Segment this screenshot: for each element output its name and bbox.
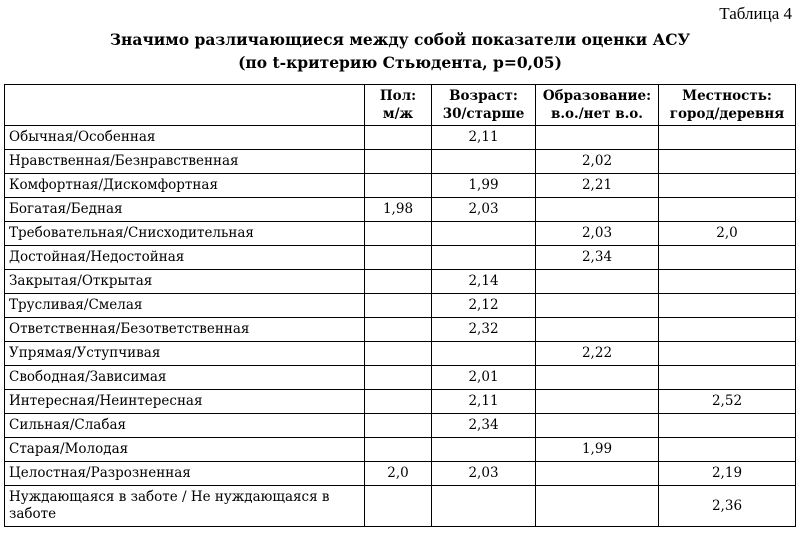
value-cell-age: 2,03 (432, 462, 536, 486)
header-sublabel: м/ж (382, 106, 414, 122)
table-row (5, 438, 796, 462)
value-cell-age: 2,11 (432, 390, 536, 414)
header-label: Местность: (682, 88, 772, 104)
indicator-name-cell: Трусливая/Смелая (5, 294, 365, 318)
value-cell-gender (365, 366, 432, 390)
table-row (5, 174, 796, 198)
table-row (5, 198, 796, 222)
table-row (5, 270, 796, 294)
value-cell-education (536, 462, 659, 486)
table-row (5, 486, 796, 527)
value-cell-education (536, 198, 659, 222)
indicator-name-cell: Богатая/Бедная (5, 198, 365, 222)
header-label: Возраст: (449, 88, 518, 104)
value-cell-locality: 2,19 (659, 462, 796, 486)
value-cell-locality (659, 270, 796, 294)
value-cell-locality (659, 342, 796, 366)
table-row (5, 126, 796, 150)
value-cell-gender (365, 414, 432, 438)
value-cell-age: 1,99 (432, 174, 536, 198)
table-row (5, 294, 796, 318)
value-cell-education (536, 366, 659, 390)
table-title: Значимо различающиеся между собой показатели оценки АСУ (109, 30, 691, 49)
value-cell-gender: 2,0 (365, 462, 432, 486)
value-cell-age: 2,11 (432, 126, 536, 150)
indicator-name-cell: Достойная/Недостойная (5, 246, 365, 270)
value-cell-locality (659, 174, 796, 198)
value-cell-education (536, 294, 659, 318)
value-cell-age: 2,12 (432, 294, 536, 318)
value-cell-gender (365, 438, 432, 462)
header-cell-age (432, 85, 536, 126)
table-row (5, 246, 796, 270)
header-cell-locality (659, 85, 796, 126)
indicator-name-cell: Требовательная/Снисходительная (5, 222, 365, 246)
indicator-name-cell: Комфортная/Дискомфортная (5, 174, 365, 198)
value-cell-locality (659, 198, 796, 222)
indicator-name-cell: Нравственная/Безнравственная (5, 150, 365, 174)
value-cell-locality (659, 318, 796, 342)
value-cell-education: 2,22 (536, 342, 659, 366)
value-cell-locality: 2,52 (659, 390, 796, 414)
value-cell-age (432, 246, 536, 270)
table-label: Таблица 4 (719, 4, 792, 23)
value-cell-education (536, 270, 659, 294)
table-row (5, 366, 796, 390)
indicator-name-cell: Интересная/Неинтересная (5, 390, 365, 414)
value-cell-gender (365, 318, 432, 342)
indicator-name-cell: Свободная/Зависимая (5, 366, 365, 390)
value-cell-locality (659, 414, 796, 438)
value-cell-locality (659, 438, 796, 462)
header-sublabel: город/деревня (669, 106, 785, 122)
header-cell-indicator (5, 85, 365, 126)
value-cell-age: 2,01 (432, 366, 536, 390)
indicator-name-cell: Нуждающаяся в заботе / Не нуждающаяся в заботе (5, 486, 365, 527)
header-label: Образование: (542, 88, 652, 104)
value-cell-locality (659, 294, 796, 318)
indicator-name-cell: Сильная/Слабая (5, 414, 365, 438)
table-subtitle: (по t-критерию Стьюдента, p=0,05) (238, 53, 562, 72)
header-cell-gender (365, 85, 432, 126)
indicator-name-cell: Обычная/Особенная (5, 126, 365, 150)
table-row (5, 222, 796, 246)
value-cell-education (536, 126, 659, 150)
header-row (5, 85, 796, 126)
value-cell-gender (365, 126, 432, 150)
value-cell-gender (365, 150, 432, 174)
value-cell-locality (659, 246, 796, 270)
value-cell-age (432, 438, 536, 462)
value-cell-gender (365, 390, 432, 414)
table-row (5, 390, 796, 414)
value-cell-education: 2,03 (536, 222, 659, 246)
value-cell-age: 2,14 (432, 270, 536, 294)
table-row (5, 414, 796, 438)
value-cell-education (536, 318, 659, 342)
value-cell-gender (365, 174, 432, 198)
results-table (4, 84, 796, 527)
table-row (5, 150, 796, 174)
header-label: Пол: (379, 88, 417, 104)
header-cell-education (536, 85, 659, 126)
indicator-name-cell: Ответственная/Безответственная (5, 318, 365, 342)
value-cell-age: 2,03 (432, 198, 536, 222)
value-cell-gender (365, 270, 432, 294)
table-row (5, 342, 796, 366)
indicator-name-cell: Закрытая/Открытая (5, 270, 365, 294)
value-cell-age: 2,32 (432, 318, 536, 342)
indicator-name-cell: Целостная/Разрозненная (5, 462, 365, 486)
header-sublabel: в.о./нет в.о. (550, 106, 644, 122)
value-cell-education: 2,21 (536, 174, 659, 198)
value-cell-education: 2,02 (536, 150, 659, 174)
value-cell-locality: 2,0 (659, 222, 796, 246)
value-cell-gender (365, 222, 432, 246)
value-cell-education: 1,99 (536, 438, 659, 462)
indicator-name-cell: Старая/Молодая (5, 438, 365, 462)
table-row (5, 462, 796, 486)
value-cell-locality (659, 366, 796, 390)
value-cell-education (536, 414, 659, 438)
indicator-name-cell: Упрямая/Уступчивая (5, 342, 365, 366)
value-cell-age: 2,34 (432, 414, 536, 438)
value-cell-gender (365, 342, 432, 366)
value-cell-education (536, 486, 659, 527)
value-cell-locality (659, 150, 796, 174)
value-cell-age (432, 486, 536, 527)
header-sublabel: 30/старше (442, 106, 525, 122)
value-cell-education (536, 390, 659, 414)
value-cell-gender (365, 246, 432, 270)
value-cell-age (432, 222, 536, 246)
value-cell-age (432, 150, 536, 174)
value-cell-gender: 1,98 (365, 198, 432, 222)
value-cell-gender (365, 486, 432, 527)
value-cell-locality (659, 126, 796, 150)
value-cell-locality: 2,36 (659, 486, 796, 527)
table-row (5, 318, 796, 342)
table-body (5, 126, 796, 527)
value-cell-education: 2,34 (536, 246, 659, 270)
value-cell-age (432, 342, 536, 366)
value-cell-gender (365, 294, 432, 318)
